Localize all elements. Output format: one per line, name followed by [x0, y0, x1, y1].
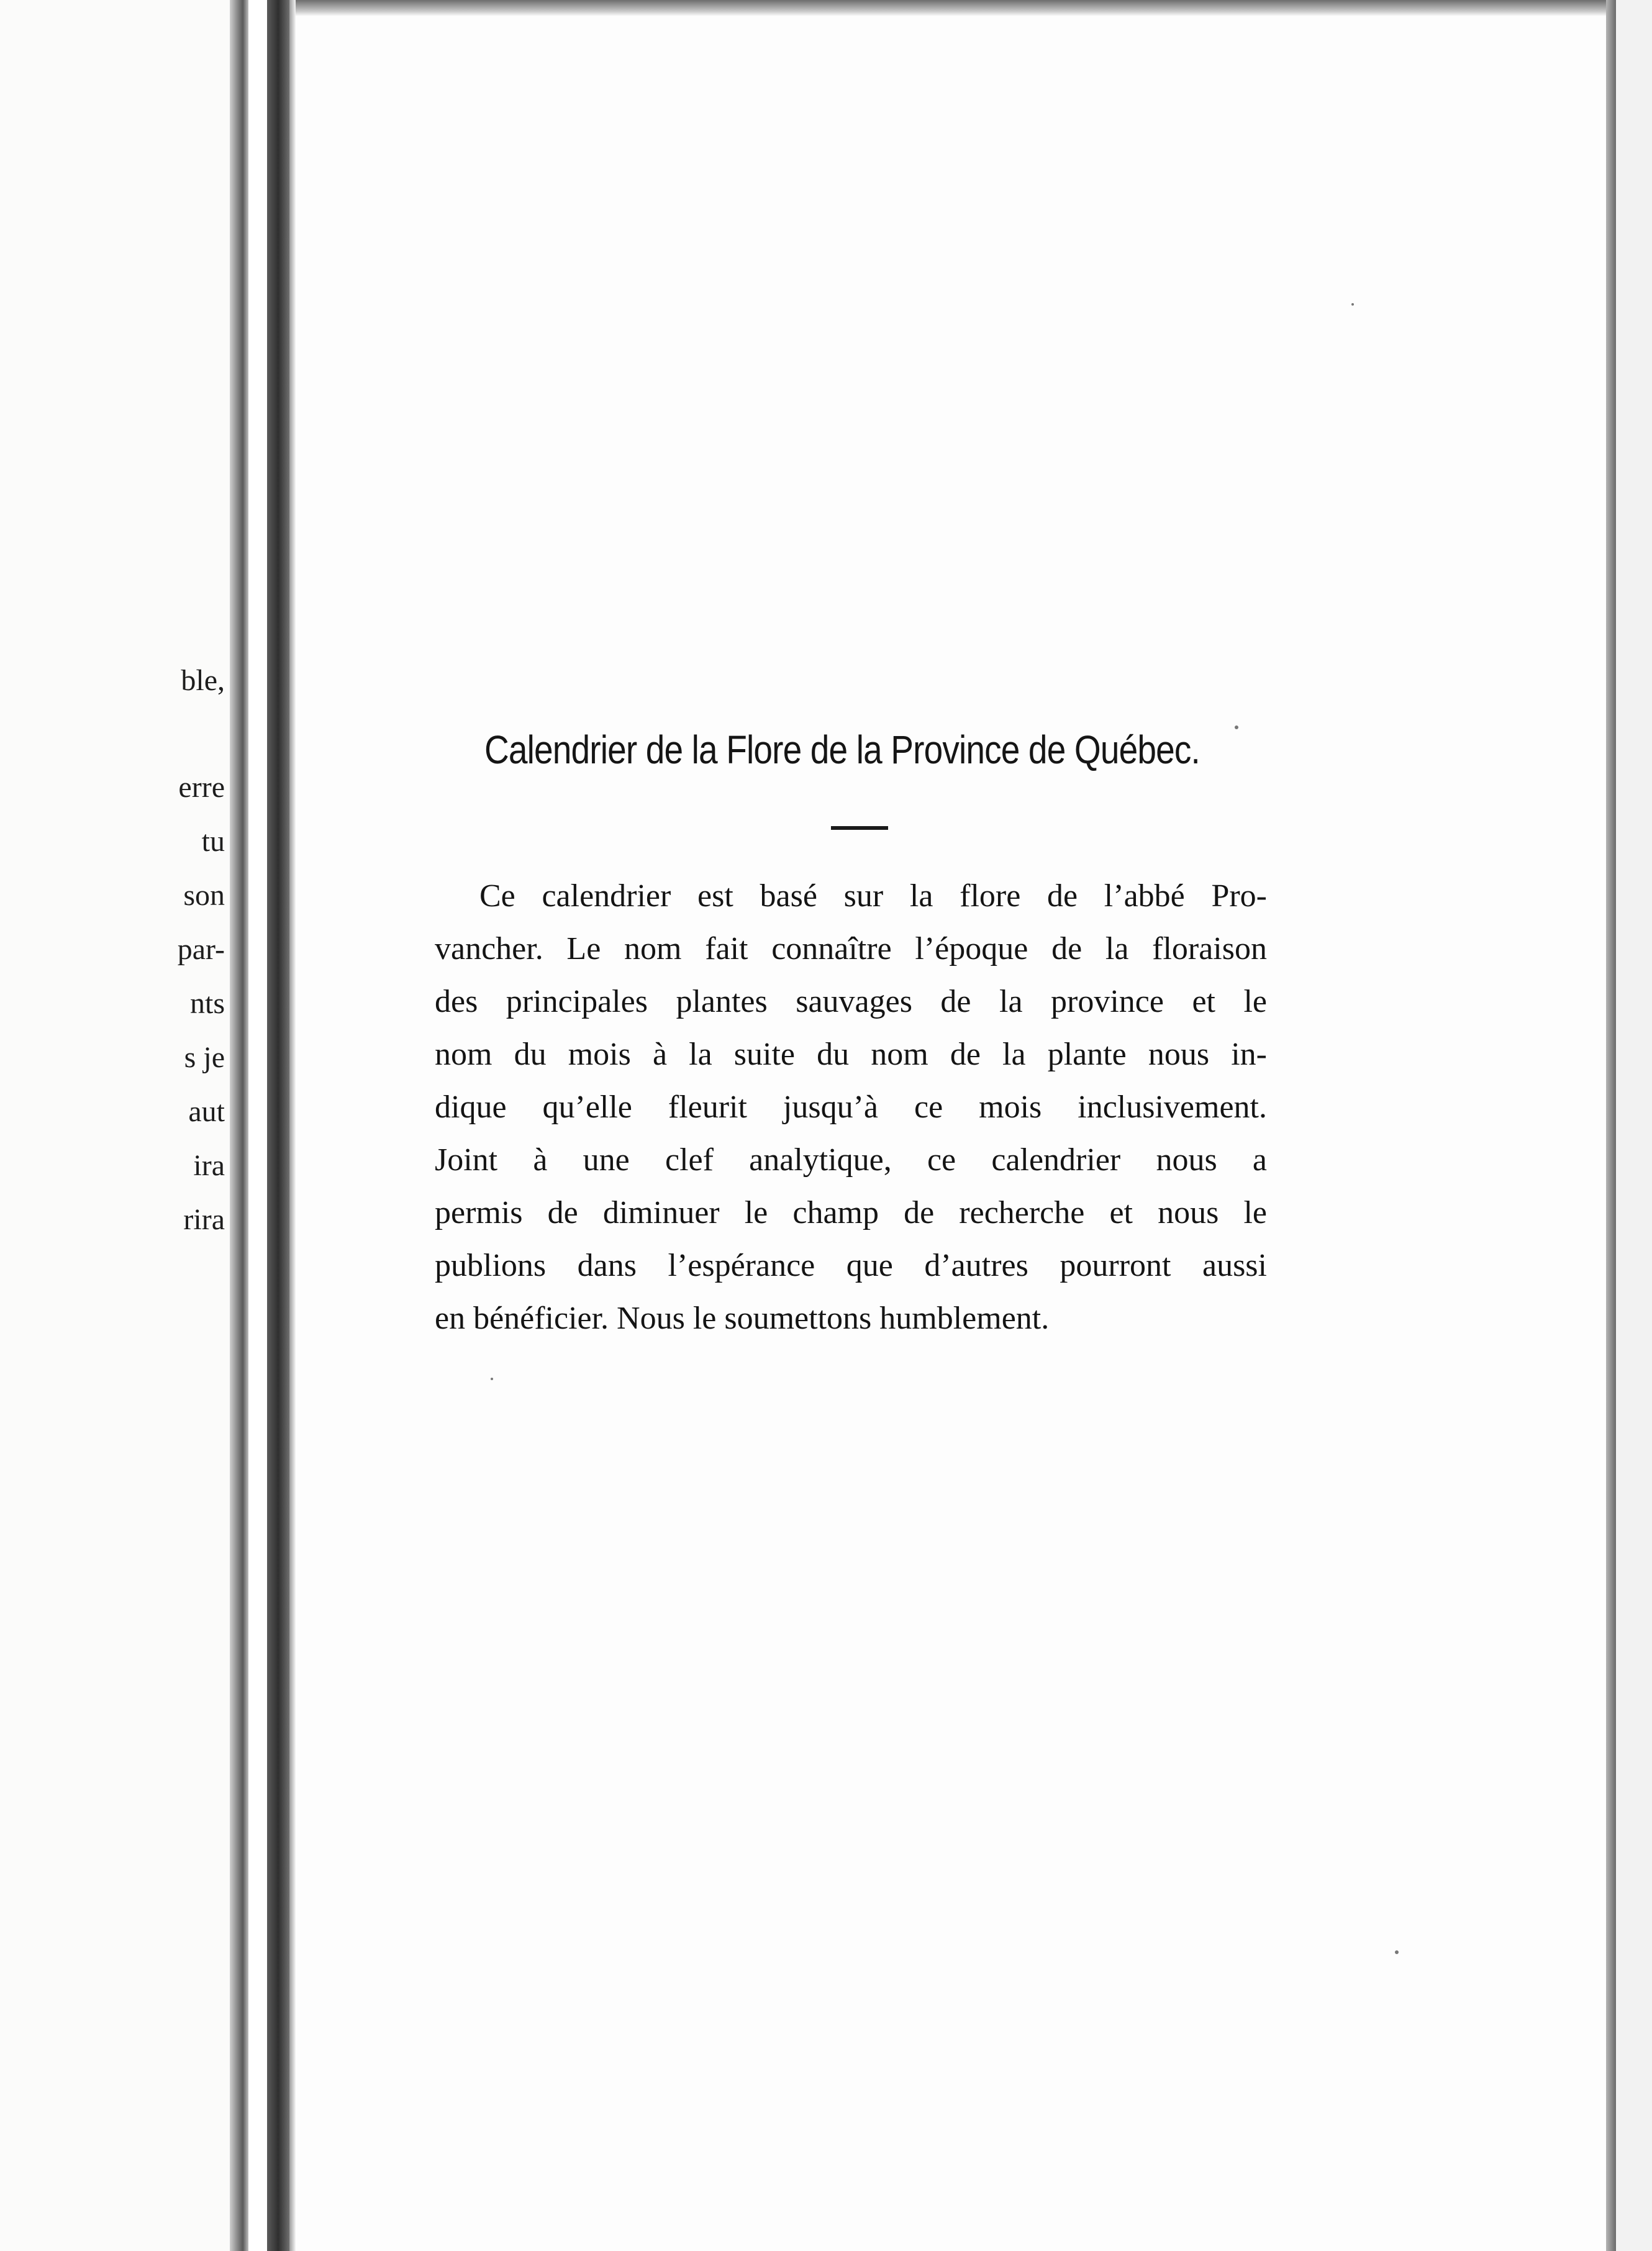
binding-gutter-edge	[289, 0, 296, 2251]
left-fragment: erre	[178, 771, 225, 804]
scan-margin	[1616, 0, 1652, 2251]
body-line: en bénéficier. Nous le soumettons humblement.	[435, 1301, 1050, 1336]
paper-speck	[1351, 303, 1354, 306]
paper-speck	[1235, 725, 1238, 729]
body-line: des principales plantes sauvages de la province et le	[435, 984, 1267, 1019]
page-title: Calendrier de la Flore de la Province de Québec.	[484, 727, 1200, 772]
left-fragment: ble,	[181, 664, 225, 697]
body-line: vancher. Le nom fait connaître l’époque de la floraison	[435, 931, 1267, 966]
paper-speck	[1395, 1950, 1399, 1954]
left-fragment: aut	[188, 1095, 225, 1128]
body-line: publions dans l’espérance que d’autres pourront aussi	[435, 1248, 1267, 1283]
left-fragment: rira	[183, 1203, 225, 1236]
binding-gutter	[267, 0, 289, 2251]
body-paragraph	[435, 870, 1267, 1345]
left-facing-page	[0, 0, 235, 2251]
left-fragment: par-	[177, 933, 225, 966]
body-line: nom du mois à la suite du nom de la plante nous in-	[435, 1037, 1267, 1072]
left-fragment: nts	[189, 987, 225, 1020]
paper-speck	[491, 1378, 493, 1380]
body-line: dique qu’elle fleurit jusqu’à ce mois inclusivement.	[435, 1089, 1267, 1125]
body-line: permis de diminuer le champ de recherche et nous le	[435, 1195, 1267, 1230]
body-line: Ce calendrier est basé sur la flore de l’abbé Pro-	[479, 878, 1267, 914]
left-fragment: son	[183, 879, 225, 912]
binding-gutter-shadow	[230, 0, 248, 2251]
left-fragment: ira	[193, 1149, 225, 1182]
page-top-edge	[296, 0, 1616, 16]
left-fragment: tu	[201, 825, 225, 858]
body-line: Joint à une clef analytique, ce calendrier nous a	[435, 1142, 1267, 1178]
page-right-edge	[1606, 0, 1616, 2251]
left-fragment: s je	[184, 1041, 225, 1074]
title-divider	[831, 826, 888, 830]
